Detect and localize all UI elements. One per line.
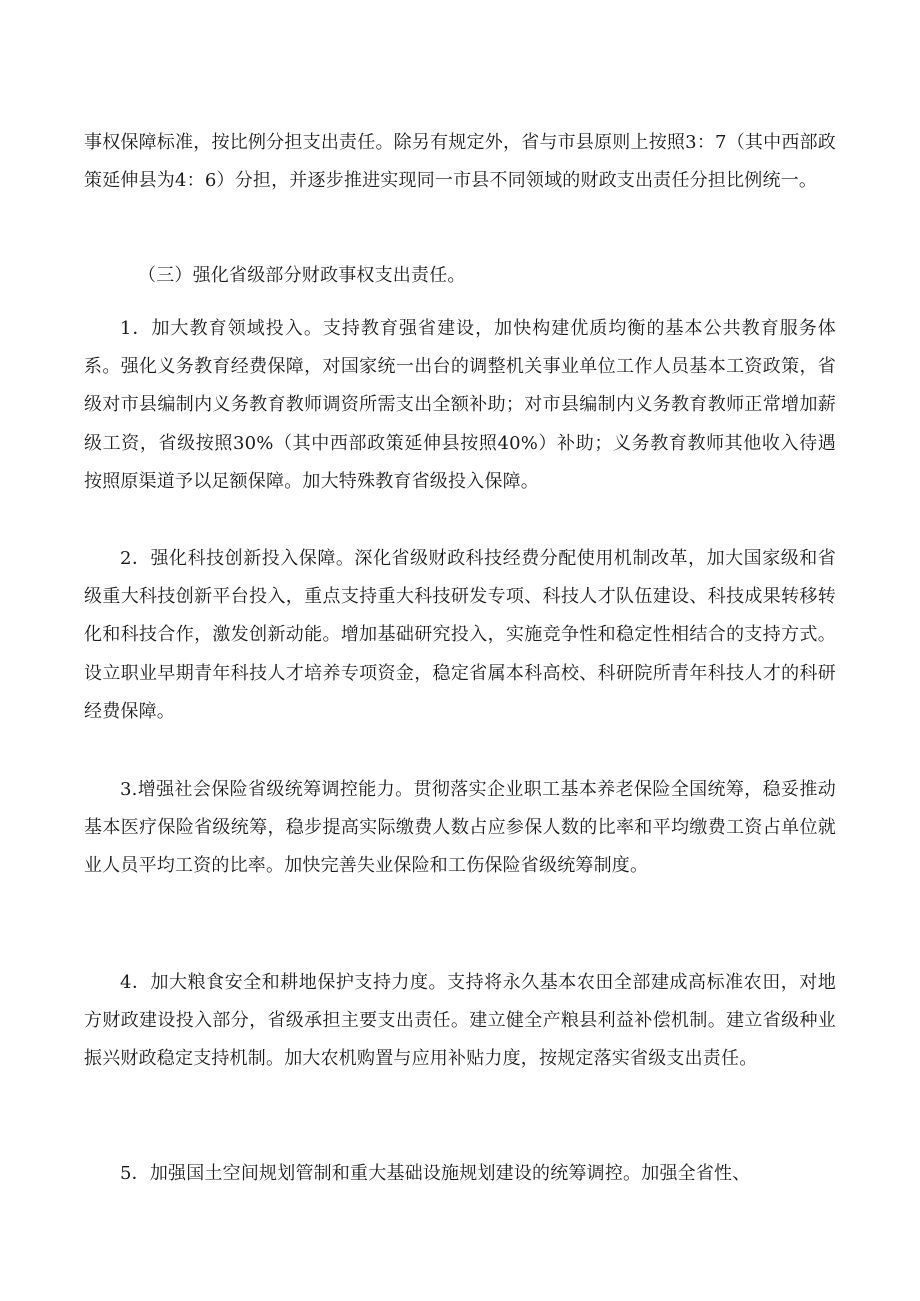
item-3-block xyxy=(84,771,836,886)
body-text xyxy=(84,124,836,200)
item-1-block xyxy=(84,310,836,501)
item-5-block xyxy=(84,1155,836,1193)
paragraph-continuation: 事权保障标准，按比例分担支出责任。除另有规定外，省与市县原则上按照3：7（其中西部政策延伸县为4：6）分担，并逐步推进实现同一市县不同领域的财政支出责任分担比例统一。 xyxy=(84,132,836,192)
section-heading: （三）强化省级部分财政事权支出责任。 xyxy=(138,265,466,286)
section-heading-block xyxy=(84,257,836,295)
paragraph-item-1: 1．加大教育领域投入。支持教育强省建设，加快构建优质均衡的基本公共教育服务体系。强化义务教育经费保障，对国家统一出台的调整机关事业单位工作人员基本工资政策，省级对市县编制内义务教育教师调资所需支出全额补助；对市县编制内义务教育教师正常增加薪级工资，省级按照30%（其中西部政策延伸县按照40%）补助；义务教育教师其他收入待遇按照原渠道予以足额保障。加大特殊教育省级投入保障。 xyxy=(84,318,836,492)
paragraph-item-4: 4．加大粮食安全和耕地保护支持力度。支持将永久基本农田全部建成高标准农田，对地方财政建设投入部分，省级承担主要支出责任。建立健全产粮县利益补偿机制。建立省级种业振兴财政稳定支持机制。加大农机购置与应用补贴力度，按规定落实省级支出责任。 xyxy=(84,972,836,1070)
paragraph-item-2: 2．强化科技创新投入保障。深化省级财政科技经费分配使用机制改革，加大国家级和省级重大科技创新平台投入，重点支持重大科技研发专项、科技人才队伍建设、科技成果转移转化和科技合作，激发创新动能。增加基础研究投入，实施竞争性和稳定性相结合的支持方式。设立职业早期青年科技人才培养专项资金，稳定省属本科高校、科研院所青年科技人才的科研经费保障。 xyxy=(84,548,836,722)
item-2-block xyxy=(84,540,836,731)
paragraph-item-3: 3.增强社会保险省级统筹调控能力。贯彻落实企业职工基本养老保险全国统筹，稳妥推动基本医疗保险省级统筹，稳步提高实际缴费人数占应参保人数的比率和平均缴费工资占单位就业人员平均工资的比率。加快完善失业保险和工伤保险省级统筹制度。 xyxy=(84,779,836,877)
item-4-block xyxy=(84,964,836,1079)
paragraph-item-5: 5．加强国土空间规划管制和重大基础设施规划建设的统筹调控。加强全省性、 xyxy=(120,1163,751,1184)
